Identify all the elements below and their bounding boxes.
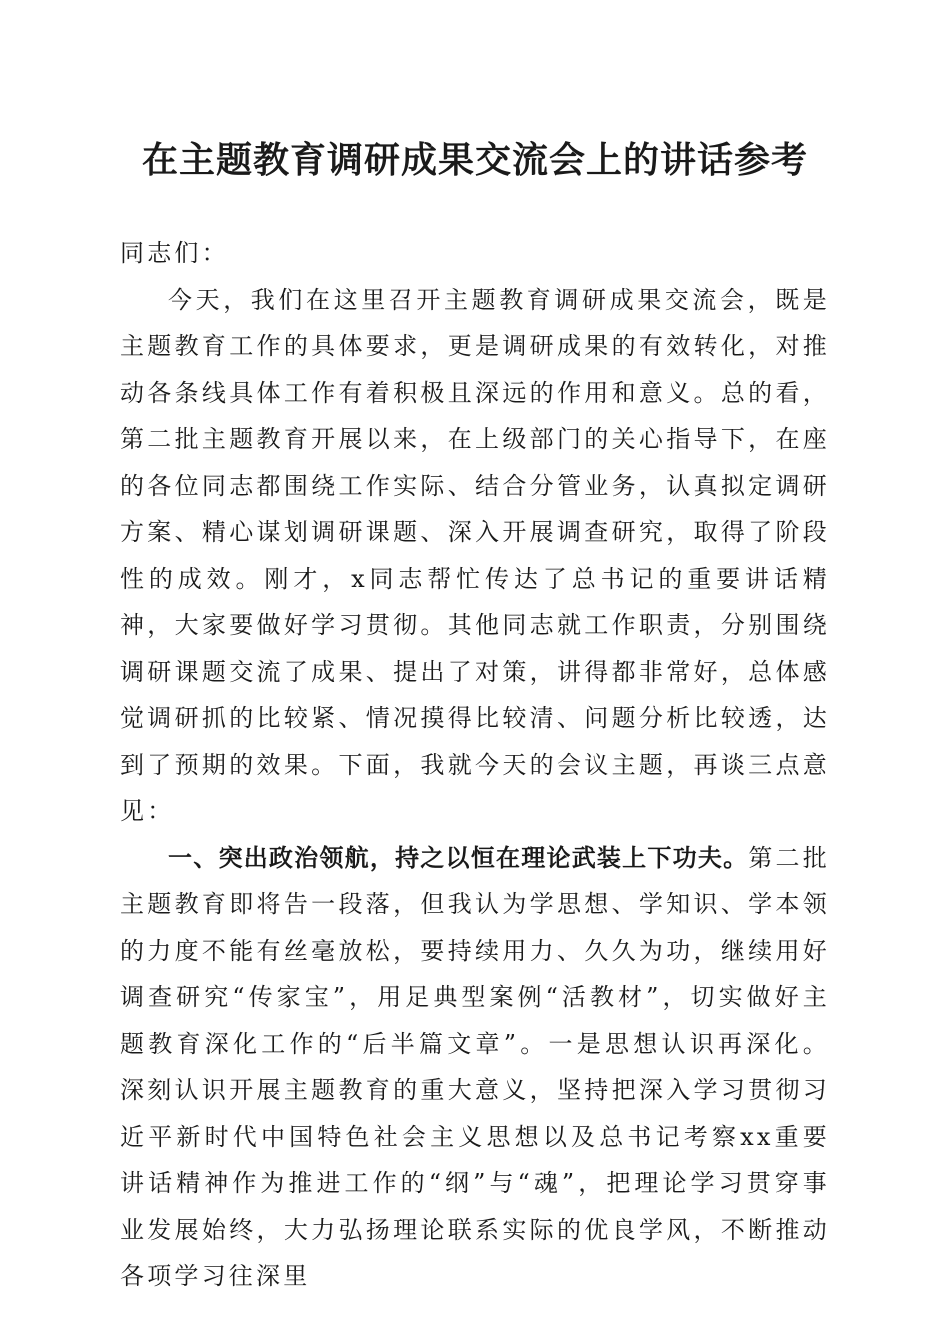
salutation: 同志们： — [120, 239, 229, 267]
section-one-paragraph — [120, 835, 830, 1300]
section-one-text: 第二批主题教育即将告一段落，但我认为学思想、学知识、学本领的力度不能有丝毫放松，要持续用力、久久为功，继续用好调查研究“传家宝”，用足典型案例“活教材”，切实做好主题教育深化工作的“后半篇文章”。一是思想认识再深化。深刻认识开展主题教育的重大意义，坚持把深入学习贯彻习近平新时代中国特色社会主义思想以及总书记考察xx重要讲话精神作为推进工作的“纲”与“魂”，把理论学习贯穿事业发展始终，大力弘扬理论联系实际的优良学风，不断推动各项学习往深里 — [120, 843, 830, 1290]
intro-paragraph: 今天，我们在这里召开主题教育调研成果交流会，既是主题教育工作的具体要求，更是调研成果的有效转化，对推动各条线具体工作有着积极且深远的作用和意义。总的看，第二批主题教育开展以来，在上级部门的关心指导下，在座的各位同志都围绕工作实际、结合分管业务，认真拟定调研方案、精心谋划调研课题、深入开展调查研究，取得了阶段性的成效。刚才，x同志帮忙传达了总书记的重要讲话精神，大家要做好学习贯彻。其他同志就工作职责，分别围绕调研课题交流了成果、提出了对策，讲得都非常好，总体感觉调研抓的比较紧、情况摸得比较清、问题分析比较透，达到了预期的效果。下面，我就今天的会议主题，再谈三点意见： — [120, 285, 830, 825]
section-one-heading: 一、突出政治领航，持之以恒在理论武装上下功夫。 — [168, 843, 749, 872]
document-body — [120, 230, 830, 1300]
document-title: 在主题教育调研成果交流会上的讲话参考 — [141, 139, 808, 181]
